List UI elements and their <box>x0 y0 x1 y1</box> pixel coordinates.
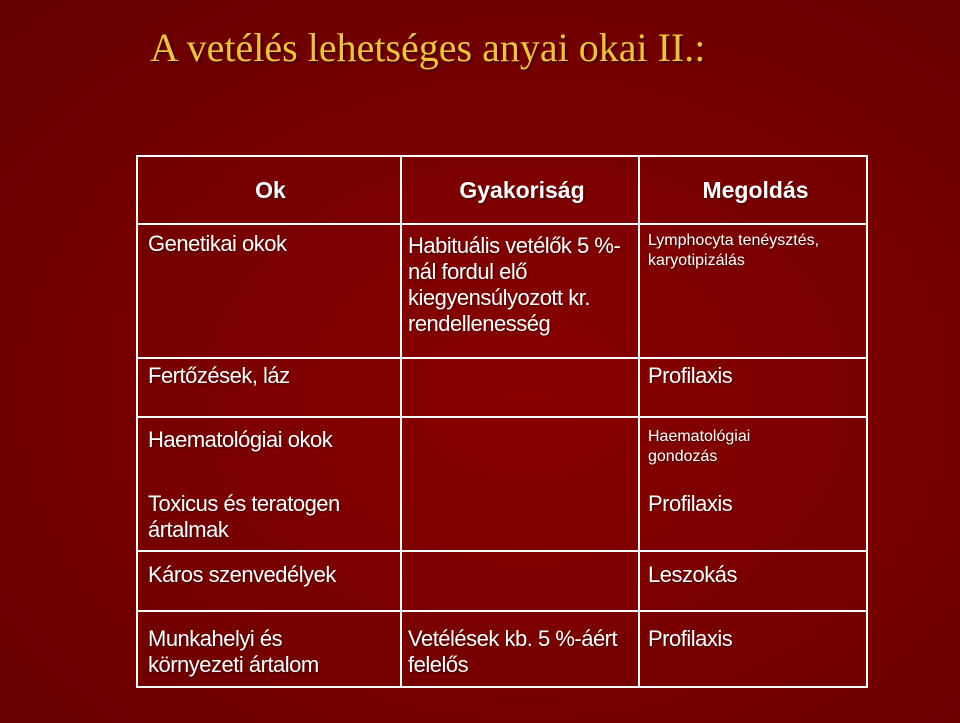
slide-title: A vetélés lehetséges anyai okai II.: <box>150 25 706 70</box>
frequency-cell: Habituális vetélők 5 %-nál fordul elő kiegyensúlyozott kr. rendellenesség <box>408 233 621 336</box>
column-header-frequency: Gyakoriság <box>459 177 585 203</box>
solution-cell: Lymphocyta tenéysztés, karyotipizálás <box>648 232 820 269</box>
cause-cell: Fertőzések, láz <box>148 363 290 388</box>
table-divider <box>138 223 866 225</box>
table-divider <box>638 157 640 686</box>
table-divider <box>138 357 866 359</box>
column-header-cause: Ok <box>255 177 286 203</box>
table-divider <box>138 416 866 418</box>
cause-cell: Haematológiai okok <box>148 427 333 452</box>
frequency-cell: Vetélések kb. 5 %-áért felelős <box>408 626 618 677</box>
causes-table <box>136 155 868 688</box>
table-divider <box>400 157 402 686</box>
solution-cell: Profilaxis <box>648 363 733 388</box>
solution-cell: Haematológiai gondozás <box>648 428 751 465</box>
solution-cell: Profilaxis <box>648 626 733 651</box>
solution-cell: Profilaxis <box>648 491 733 516</box>
cause-cell: Munkahelyi és környezeti ártalom <box>148 626 319 677</box>
column-header-solution: Megoldás <box>702 177 809 203</box>
table-divider <box>138 550 866 552</box>
cause-cell: Káros szenvedélyek <box>148 562 336 587</box>
solution-cell: Leszokás <box>648 562 737 587</box>
table-divider <box>138 610 866 612</box>
cause-cell: Genetikai okok <box>148 231 287 256</box>
cause-cell: Toxicus és teratogen ártalmak <box>148 491 340 542</box>
